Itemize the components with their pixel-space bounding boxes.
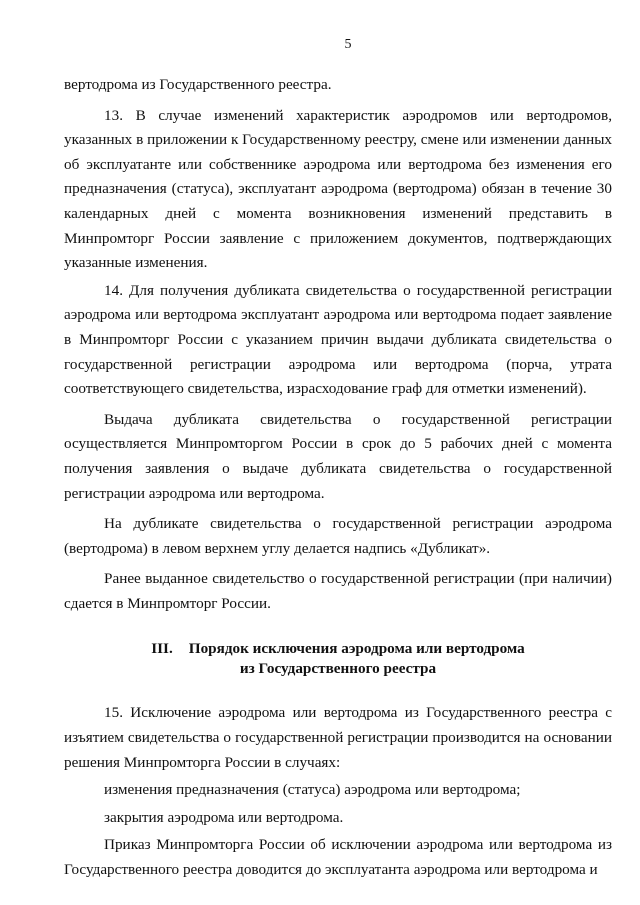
paragraph-surrender: Ранее выданное свидетельство о государственной регистрации (при наличии) сдается в Минпромторг России. (64, 570, 612, 612)
list-item-status-change: изменения предназначения (статуса) аэродрома или вертодрома; (104, 781, 521, 799)
section-title-line-2: из Государственного реестра (239, 660, 437, 678)
paragraph-continuation: вертодрома из Государственного реестра. (64, 76, 332, 93)
paragraph-13: 13. В случае изменений характеристик аэродромов или вертодромов, указанных в приложении к Государственному реестру, смене или изменении данных об эксплуатанте или собственнике аэродрома или вертодрома без изменения его предназначения (статуса), эксплуатант аэродрома (вертодрома) обязан в течение 30 календарных дней с момента возникновения изменений представить в Минпромторг России заявление с приложением документов, подтверждающих указанные изменения. (64, 106, 612, 272)
section-title-line-1: Порядок исключения аэродрома или вертодрома (188, 640, 525, 658)
paragraph-order: Приказ Минпромторга России об исключении аэродрома или вертодрома из Государственного реестра доводится до эксплуатанта аэродрома или вертодрома и (64, 836, 612, 879)
section-heading-line-1 (64, 639, 612, 659)
paragraph-duplicate-issuance: Выдача дубликата свидетельства о государственной регистрации осуществляется Минпромторгом России в срок до 5 рабочих дней с момента получения заявления о выдаче дубликата свидетельства о государственной регистрации аэродрома или вертодрома. (64, 410, 612, 502)
paragraph-duplicate-mark: На дубликате свидетельства о государственной регистрации аэродрома (вертодрома) в левом верхнем углу делается надпись «Дубликат». (64, 515, 612, 557)
paragraph-14: 14. Для получения дубликата свидетельства о государственной регистрации аэродрома или вертодрома эксплуатант аэродрома или вертодрома подает заявление в Минпромторг России с указанием причин выдачи дубликата свидетельства о государственной регистрации аэродрома или вертодрома (порча, утрата соответствующего свидетельства, израсходование граф для отметки изменений). (64, 281, 612, 398)
list-item-closure: закрытия аэродрома или вертодрома. (104, 808, 344, 826)
paragraph-15: 15. Исключение аэродрома или вертодрома из Государственного реестра с изъятием свидетельства о государственной регистрации производится на основании решения Минпромторга России в случаях: (64, 704, 612, 771)
section-heading (64, 639, 612, 679)
page-number: 5 (344, 37, 352, 52)
section-number: III. (151, 640, 173, 658)
